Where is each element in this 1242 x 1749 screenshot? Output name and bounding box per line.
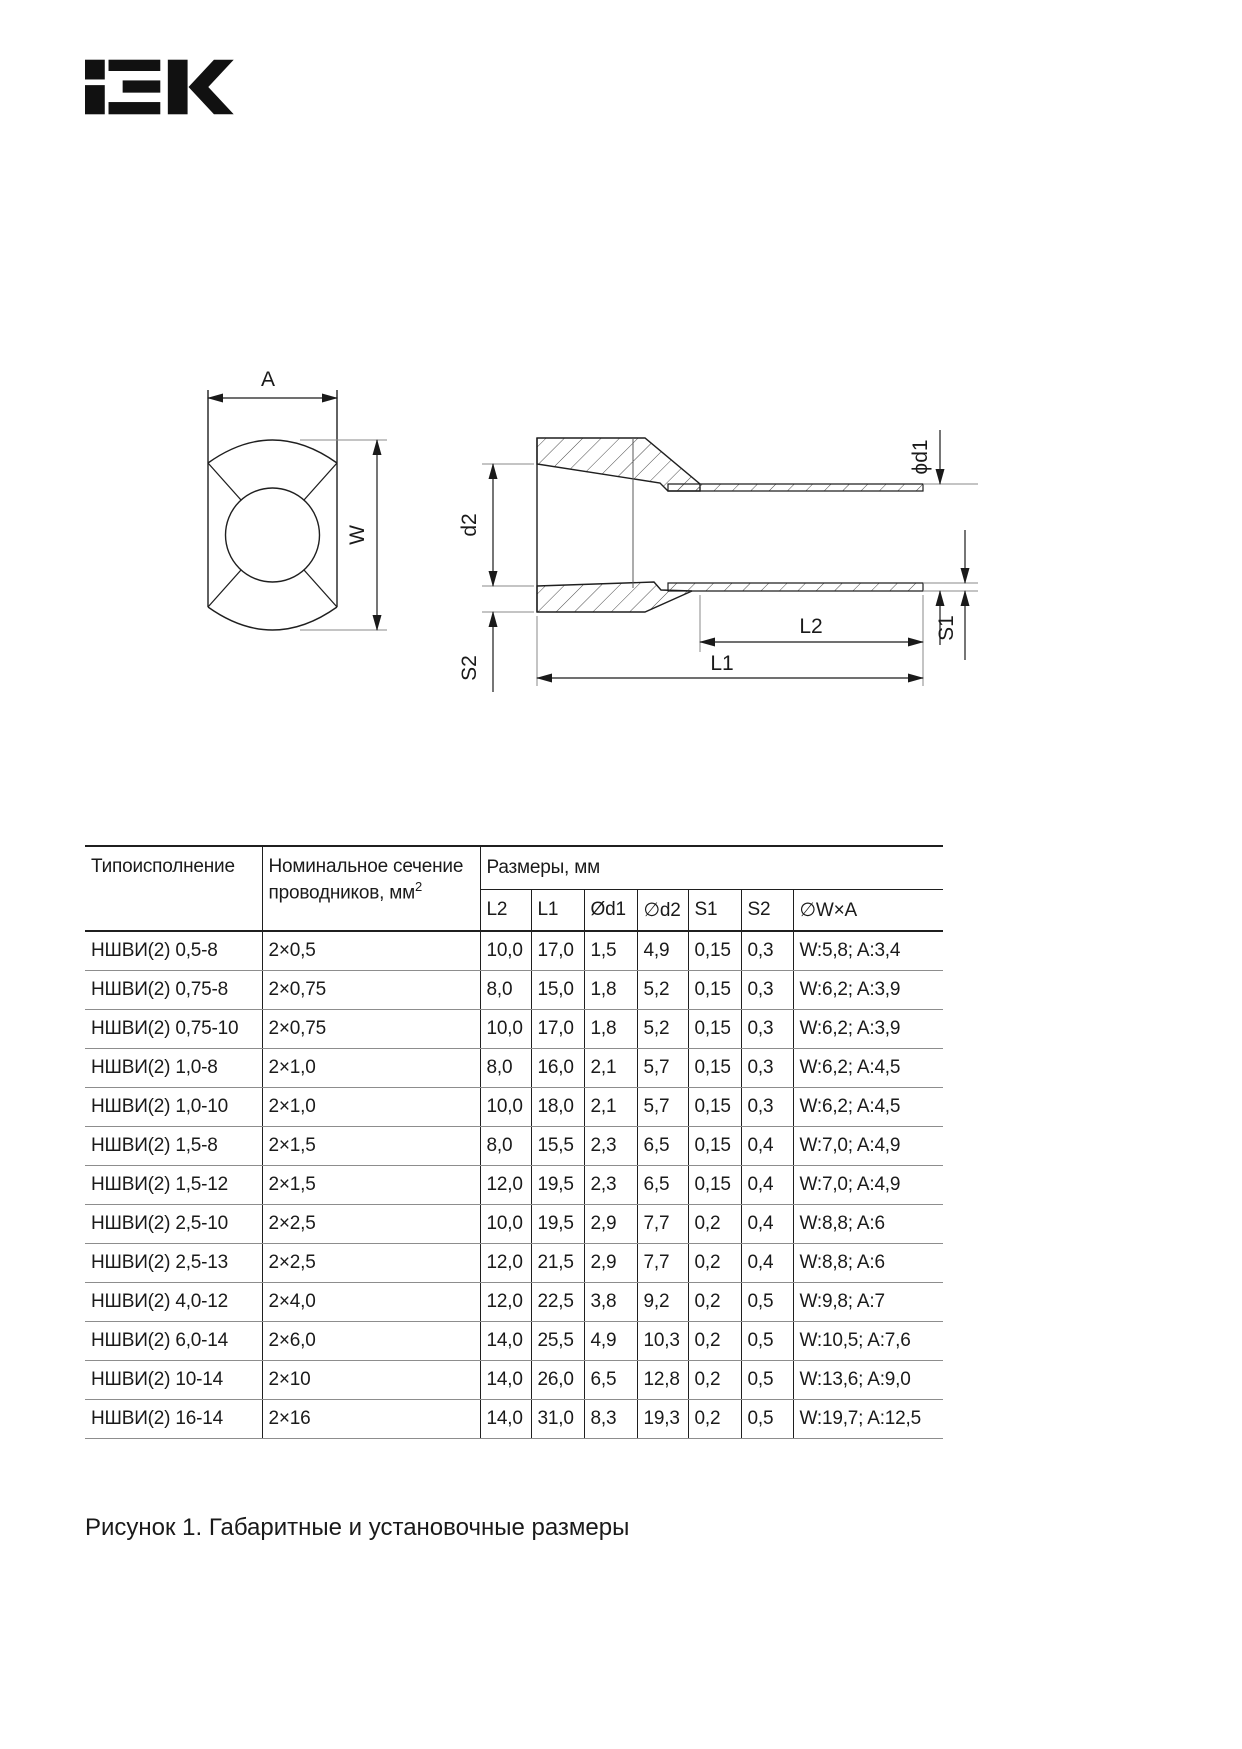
cell-d2: 7,7: [637, 1205, 688, 1244]
cell-type: НШВИ(2) 1,5-8: [85, 1127, 262, 1166]
table-row: [85, 1244, 943, 1283]
cell-s1: 0,15: [688, 1127, 741, 1166]
cell-d1: 2,1: [584, 1088, 637, 1127]
cell-d1: 2,1: [584, 1049, 637, 1088]
cell-l2: 10,0: [480, 1205, 531, 1244]
dim-label-d2: d2: [458, 513, 481, 537]
header-type: Типоисполнение: [85, 846, 262, 931]
cell-s1: 0,2: [688, 1283, 741, 1322]
cell-s1: 0,2: [688, 1361, 741, 1400]
cell-l2: 14,0: [480, 1361, 531, 1400]
table-row: [85, 1166, 943, 1205]
header-l2: L2: [480, 890, 531, 932]
cell-d1: 1,8: [584, 1010, 637, 1049]
cell-l2: 12,0: [480, 1244, 531, 1283]
cell-wxa: W:10,5; A:7,6: [793, 1322, 943, 1361]
cell-s2: 0,5: [741, 1400, 793, 1439]
header-s2: S2: [741, 890, 793, 932]
cell-l1: 22,5: [531, 1283, 584, 1322]
cell-d2: 5,2: [637, 971, 688, 1010]
header-wxa: ∅W×A: [793, 890, 943, 932]
cell-l2: 12,0: [480, 1283, 531, 1322]
logo-i-stem: [85, 85, 105, 114]
cell-l1: 19,5: [531, 1166, 584, 1205]
table-row: [85, 1127, 943, 1166]
cell-section: 2×1,0: [262, 1049, 480, 1088]
cell-d2: 12,8: [637, 1361, 688, 1400]
cell-type: НШВИ(2) 0,5-8: [85, 931, 262, 971]
cell-d2: 9,2: [637, 1283, 688, 1322]
cell-wxa: W:19,7; A:12,5: [793, 1400, 943, 1439]
cell-wxa: W:13,6; A:9,0: [793, 1361, 943, 1400]
cell-type: НШВИ(2) 0,75-8: [85, 971, 262, 1010]
cell-s1: 0,15: [688, 1088, 741, 1127]
cell-s1: 0,15: [688, 1166, 741, 1205]
table-row: [85, 1205, 943, 1244]
cell-s1: 0,2: [688, 1400, 741, 1439]
cell-section: 2×1,0: [262, 1088, 480, 1127]
table-body: [85, 931, 943, 1439]
cell-wxa: W:7,0; A:4,9: [793, 1166, 943, 1205]
cell-type: НШВИ(2) 6,0-14: [85, 1322, 262, 1361]
tube-bottom-wall: [668, 583, 923, 591]
figure-caption: Рисунок 1. Габаритные и установочные размеры: [85, 1514, 630, 1541]
table-row: [85, 1283, 943, 1322]
cell-s2: 0,4: [741, 1127, 793, 1166]
cell-type: НШВИ(2) 4,0-12: [85, 1283, 262, 1322]
cell-wxa: W:6,2; A:4,5: [793, 1049, 943, 1088]
cell-l1: 25,5: [531, 1322, 584, 1361]
cell-type: НШВИ(2) 1,0-8: [85, 1049, 262, 1088]
cell-type: НШВИ(2) 16-14: [85, 1400, 262, 1439]
cell-section: 2×0,75: [262, 971, 480, 1010]
cell-l2: 8,0: [480, 1127, 531, 1166]
cell-l2: 10,0: [480, 1088, 531, 1127]
cell-l1: 21,5: [531, 1244, 584, 1283]
cell-wxa: W:6,2; A:3,9: [793, 971, 943, 1010]
cell-section: 2×10: [262, 1361, 480, 1400]
logo-i-dot: [85, 60, 105, 80]
header-s1: S1: [688, 890, 741, 932]
header-d1: Ød1: [584, 890, 637, 932]
side-view-diagram: [430, 370, 980, 700]
table-row: [85, 931, 943, 971]
cell-d2: 4,9: [637, 931, 688, 971]
dim-label-w: W: [346, 525, 369, 545]
cell-type: НШВИ(2) 2,5-13: [85, 1244, 262, 1283]
cell-l1: 16,0: [531, 1049, 584, 1088]
dim-label-d1: ϕd1: [909, 439, 932, 475]
table-row: [85, 1400, 943, 1439]
table-row: [85, 971, 943, 1010]
cell-type: НШВИ(2) 0,75-10: [85, 1010, 262, 1049]
cell-type: НШВИ(2) 1,0-10: [85, 1088, 262, 1127]
cell-d1: 2,3: [584, 1166, 637, 1205]
table-row: [85, 1049, 943, 1088]
cell-l2: 14,0: [480, 1400, 531, 1439]
cell-section: 2×1,5: [262, 1166, 480, 1205]
table-header-row-1: [85, 846, 943, 890]
cell-d2: 5,7: [637, 1049, 688, 1088]
cell-d2: 5,2: [637, 1010, 688, 1049]
cell-d1: 1,8: [584, 971, 637, 1010]
cell-d2: 19,3: [637, 1400, 688, 1439]
cell-type: НШВИ(2) 2,5-10: [85, 1205, 262, 1244]
header-section: Номинальное сечение проводников, $мм^2$: [262, 846, 480, 931]
front-view-diagram: [150, 330, 400, 660]
cell-s1: 0,15: [688, 1049, 741, 1088]
cell-l2: 8,0: [480, 1049, 531, 1088]
insulation-top-wall: [537, 438, 700, 491]
cell-section: 2×16: [262, 1400, 480, 1439]
cell-wxa: W:8,8; A:6: [793, 1244, 943, 1283]
iek-logo: [85, 58, 245, 116]
cell-s2: 0,3: [741, 931, 793, 971]
cell-wxa: W:5,8; A:3,4: [793, 931, 943, 971]
cell-d1: 2,9: [584, 1205, 637, 1244]
cell-s1: 0,2: [688, 1205, 741, 1244]
table-row: [85, 1322, 943, 1361]
cell-s2: 0,4: [741, 1205, 793, 1244]
cell-d1: 6,5: [584, 1361, 637, 1400]
dimensions-table: [85, 845, 943, 1439]
cell-section: 2×0,75: [262, 1010, 480, 1049]
cell-s2: 0,5: [741, 1322, 793, 1361]
cell-l1: 26,0: [531, 1361, 584, 1400]
cell-wxa: W:9,8; A:7: [793, 1283, 943, 1322]
header-sizes: Размеры, мм: [480, 846, 943, 890]
cell-s2: 0,3: [741, 1088, 793, 1127]
cell-d1: 4,9: [584, 1322, 637, 1361]
cell-s1: 0,15: [688, 971, 741, 1010]
cell-l1: 15,0: [531, 971, 584, 1010]
cell-wxa: W:7,0; A:4,9: [793, 1127, 943, 1166]
cell-l1: 17,0: [531, 931, 584, 971]
header-section-sup: 2: [415, 878, 423, 894]
cell-s2: 0,3: [741, 971, 793, 1010]
cell-s2: 0,3: [741, 1049, 793, 1088]
cell-section: 2×6,0: [262, 1322, 480, 1361]
header-d2: ∅d2: [637, 890, 688, 932]
dim-label-s2: S2: [458, 655, 481, 681]
logo-e-bar: [109, 102, 161, 114]
table-row: [85, 1010, 943, 1049]
logo-e-bar: [123, 80, 161, 92]
cell-type: НШВИ(2) 1,5-12: [85, 1166, 262, 1205]
logo-e-bar: [109, 60, 161, 71]
conductor-circle: [226, 488, 320, 582]
cell-d1: 2,3: [584, 1127, 637, 1166]
cell-l1: 19,5: [531, 1205, 584, 1244]
cell-type: НШВИ(2) 10-14: [85, 1361, 262, 1400]
cell-d1: 8,3: [584, 1400, 637, 1439]
cell-s1: 0,2: [688, 1322, 741, 1361]
dim-label-s1: S1: [935, 615, 958, 641]
header-l1: L1: [531, 890, 584, 932]
cell-s1: 0,15: [688, 931, 741, 971]
cell-section: 2×1,5: [262, 1127, 480, 1166]
cell-s2: 0,3: [741, 1010, 793, 1049]
cell-s2: 0,4: [741, 1244, 793, 1283]
cell-wxa: W:6,2; A:3,9: [793, 1010, 943, 1049]
cell-s1: 0,2: [688, 1244, 741, 1283]
cell-wxa: W:6,2; A:4,5: [793, 1088, 943, 1127]
cell-section: 2×4,0: [262, 1283, 480, 1322]
cell-s2: 0,4: [741, 1166, 793, 1205]
cell-section: 2×0,5: [262, 931, 480, 971]
cell-wxa: W:8,8; A:6: [793, 1205, 943, 1244]
cell-d2: 6,5: [637, 1127, 688, 1166]
cell-l2: 12,0: [480, 1166, 531, 1205]
cell-section: 2×2,5: [262, 1205, 480, 1244]
cell-d1: 2,9: [584, 1244, 637, 1283]
cell-d1: 3,8: [584, 1283, 637, 1322]
cell-l2: 14,0: [480, 1322, 531, 1361]
logo-k-chevron: [189, 60, 234, 115]
dim-label-a: A: [260, 368, 276, 391]
cell-l1: 31,0: [531, 1400, 584, 1439]
cell-l1: 17,0: [531, 1010, 584, 1049]
cell-s2: 0,5: [741, 1283, 793, 1322]
cell-d2: 5,7: [637, 1088, 688, 1127]
tube-top-wall: [668, 484, 923, 491]
table-row: [85, 1088, 943, 1127]
cell-d2: 6,5: [637, 1166, 688, 1205]
cell-l1: 15,5: [531, 1127, 584, 1166]
cell-l2: 10,0: [480, 1010, 531, 1049]
dimensions-table-wrap: [85, 845, 943, 1439]
cell-l2: 10,0: [480, 931, 531, 971]
cell-d1: 1,5: [584, 931, 637, 971]
cell-l1: 18,0: [531, 1088, 584, 1127]
table-row: [85, 1361, 943, 1400]
dim-label-l1: L1: [710, 652, 734, 675]
logo-k-stem: [168, 60, 188, 115]
cell-section: 2×2,5: [262, 1244, 480, 1283]
cell-s1: 0,15: [688, 1010, 741, 1049]
cell-l2: 8,0: [480, 971, 531, 1010]
cell-d2: 10,3: [637, 1322, 688, 1361]
dim-label-l2: L2: [799, 615, 823, 638]
cell-d2: 7,7: [637, 1244, 688, 1283]
cell-s2: 0,5: [741, 1361, 793, 1400]
